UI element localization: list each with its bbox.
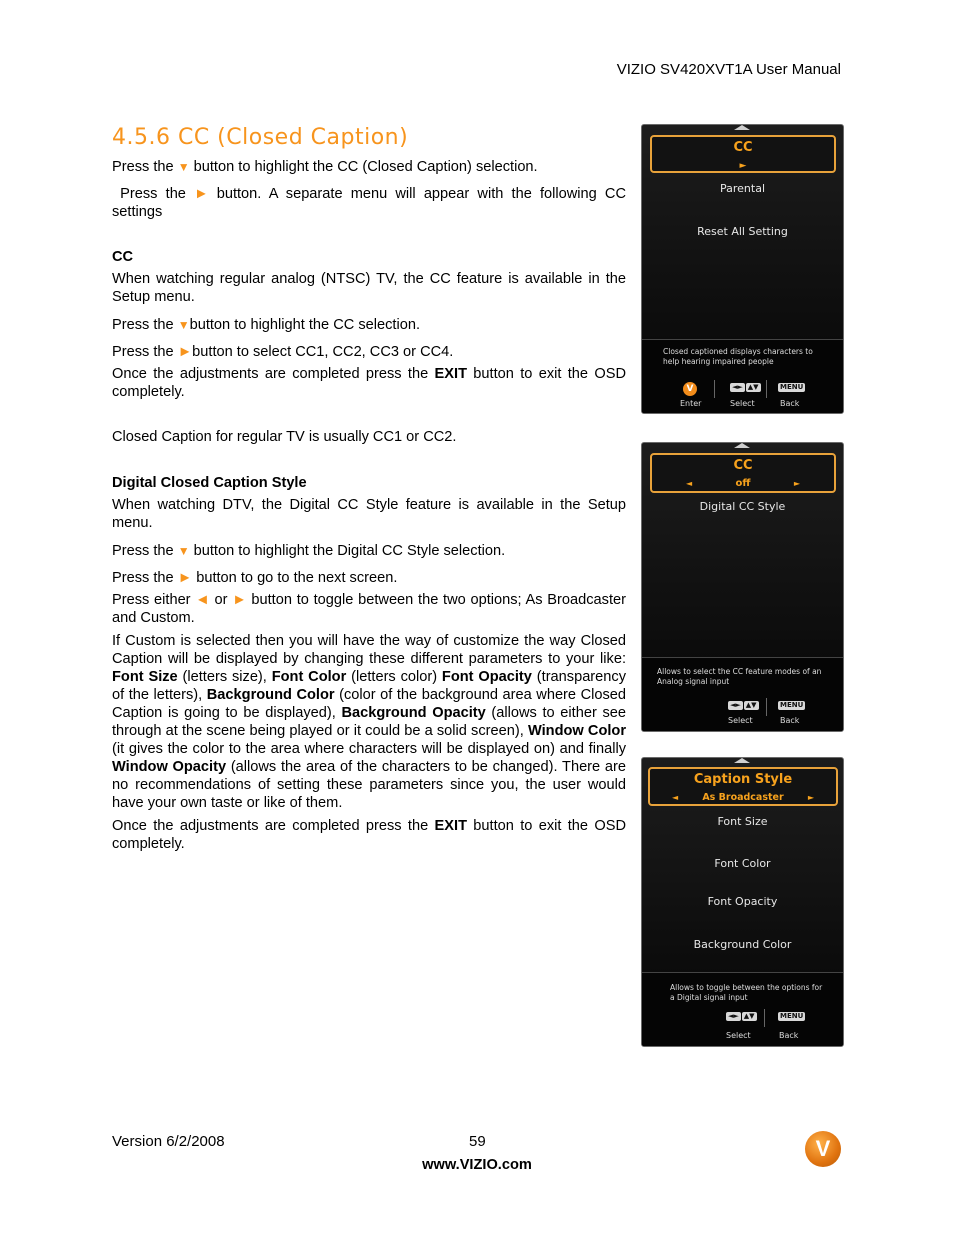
menu-screenshot-cc [641,124,844,414]
cc-p2: Press the ▼button to highlight the CC selection. [112,317,420,333]
menu-item-background-color: Background Color [693,938,792,951]
right-arrow-icon: ► [807,793,814,802]
select-arrows-icon: ◄► ▲▼ [728,1012,755,1020]
right-arrow-icon: ► [194,186,209,202]
menu-item-reset: Reset All Setting [697,225,788,238]
dcc-section [112,474,626,853]
manual-title: VIZIO SV420XVT1A User Manual [616,61,841,78]
menu-screenshot-cc-off [641,442,844,732]
caption-style-value: As Broadcaster [702,792,784,803]
intro-text [112,158,626,176]
menu-item-font-opacity: Font Opacity [707,895,778,908]
menu-item-font-size: Font Size [717,815,768,828]
menu-header: CC ► [650,135,836,173]
left-arrow-icon: ◄ [686,479,693,488]
dcc-p4: Press either ◄ or ► button to toggle between the two options; As Broadcaster and Custom. [112,592,626,626]
menu-button-icon: MENU [780,383,804,391]
page-number: 59 [469,1133,486,1150]
select-arrows-icon: ◄► ▲▼ [732,383,759,391]
vizio-logo-icon: V [805,1131,841,1167]
menu-header: CC ◄ off ► [650,453,836,493]
dcc-p2: Press the ▼ button to highlight the Digital CC Style selection. [112,543,506,559]
menu-item-font-color: Font Color [714,857,771,870]
right-arrow-icon: ► [793,479,800,488]
section-title: 4.5.6 CC (Closed Caption) [112,125,409,150]
divider [764,1009,765,1027]
dcc-p3: Press the ► button to go to the next screen. [112,570,398,586]
divider [714,380,715,398]
select-label: Select [728,716,753,725]
notch-icon [734,758,750,763]
version-text: Version 6/2/2008 [112,1133,225,1150]
cc-p5: Closed Caption for regular TV is usually CC1 or CC2. [112,429,457,445]
right-arrow-icon: ► [177,344,193,360]
menu-button-icon: MENU [780,701,804,709]
website-url: www.VIZIO.com [422,1157,532,1173]
intro-text-2 [112,185,626,221]
menu-item-parental: Parental [719,182,765,195]
select-label: Select [730,399,755,408]
dcc-p6: Once the adjustments are completed press the EXIT button to exit the OSD completely. [112,818,626,852]
menu-help: Closed captioned displays characters to help hearing impaired people V ◄► ▲▼ MENU Enter Select Back [642,339,843,414]
notch-icon [734,443,750,448]
right-arrow-icon: ► [232,592,247,608]
menu-item-digital-cc-style: Digital CC Style [699,500,786,513]
intro-p2: Press the ► button. A separate menu will appear with the following CC settings [112,186,627,220]
dcc-heading: Digital Closed Caption Style [112,475,307,491]
select-label: Select [726,1031,751,1040]
menu-help: Allows to select the CC feature modes of an Analog signal input ◄► ▲▼ MENU Select Back [642,657,843,732]
back-label: Back [780,399,800,408]
back-label: Back [780,716,800,725]
enter-icon: V [683,382,697,396]
notch-icon [734,125,750,130]
enter-label: Enter [680,399,702,408]
cc-p3: Press the ►button to select CC1, CC2, CC3 or CC4. [112,344,454,360]
left-arrow-icon: ◄ [195,592,210,608]
dcc-p1: When watching DTV, the Digital CC Style feature is available in the Setup menu. [112,497,626,531]
cc-p1: When watching regular analog (NTSC) TV, the CC feature is available in the Setup menu. [112,271,626,305]
right-arrow-icon: ► [739,161,747,171]
cc-heading: CC [112,249,134,265]
menu-header: Caption Style ◄ As Broadcaster ► [648,767,838,806]
cc-value: off [735,478,751,489]
back-label: Back [779,1031,799,1040]
down-arrow-icon: ▼ [177,544,190,558]
menu-screenshot-caption-style [641,757,844,1047]
right-arrow-icon: ► [177,570,193,586]
left-arrow-icon: ◄ [672,793,679,802]
dcc-p5: If Custom is selected then you will have the way of customize the way Closed Caption will be displayed by changing these different parameters to your like: Font Size (letters size), Font Color (letters color) Font Opacity (transparency of the letters), Background Color (color of the background area where Closed Caption is going to be displayed), Background Opacity (allows to either see through at the scene being played or it could be a solid screen), Window Color (it gives the color to the area where characters will be displayed on) and finally Window Opacity (allows the area of the characters to be changed). There are no recommendations of setting these parameters since you, the user would have your own taste or like of them. [112,633,627,811]
divider [766,698,767,716]
intro-p1: Press the ▼ button to highlight the CC (Closed Caption) selection. [112,159,538,175]
menu-help: Allows to toggle between the options for a Digital signal input ◄► ▲▼ MENU Select Back [642,972,843,1047]
divider [766,380,767,398]
down-arrow-icon: ▼ [177,160,190,174]
cc-section [112,248,626,446]
menu-button-icon: MENU [780,1012,804,1020]
down-arrow-icon: ▼ [177,318,190,332]
cc-p4: Once the adjustments are completed press the EXIT button to exit the OSD completely. [112,366,626,400]
select-arrows-icon: ◄► ▲▼ [730,701,757,709]
